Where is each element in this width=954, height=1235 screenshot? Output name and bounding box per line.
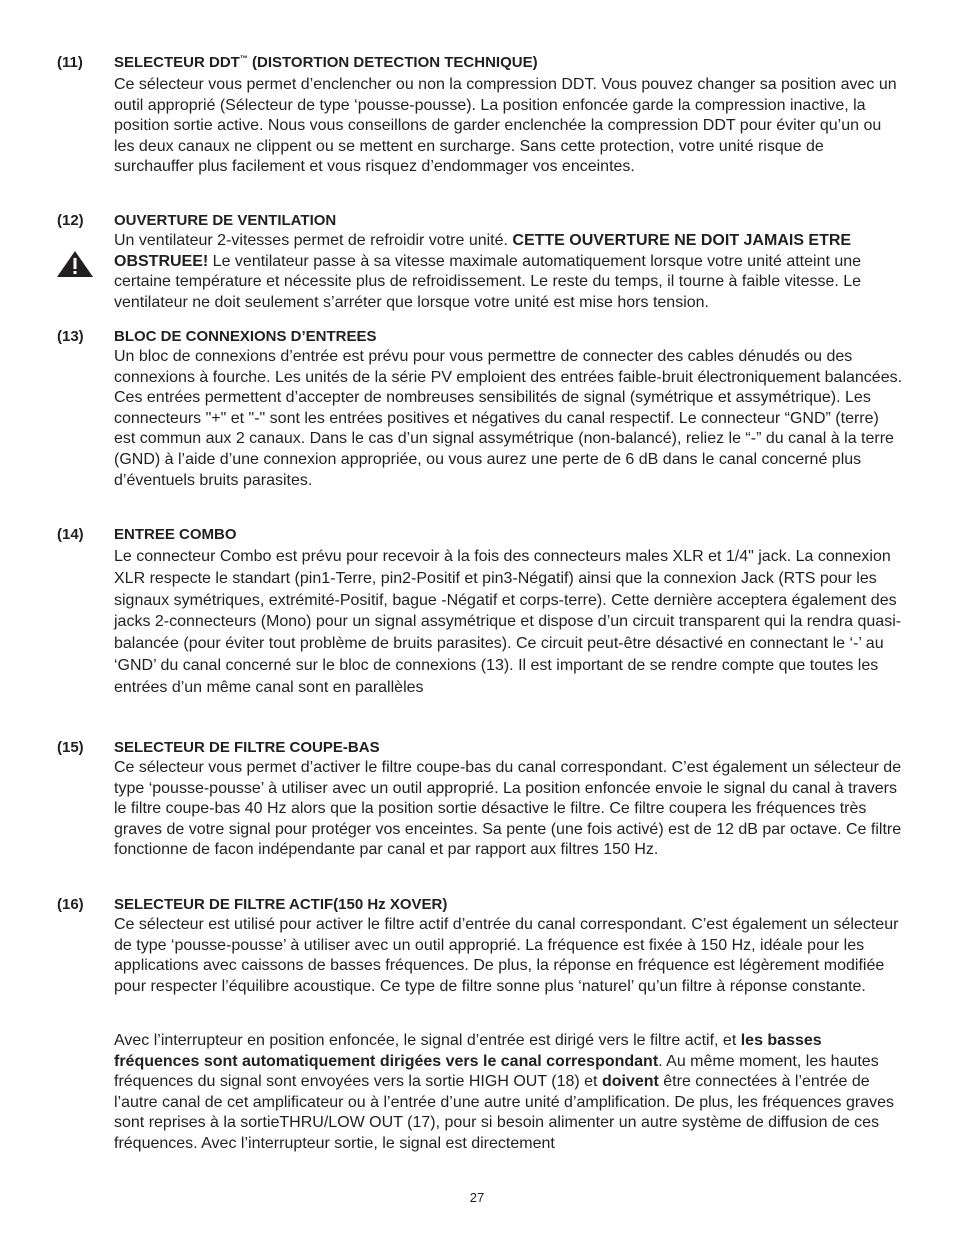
section-body <box>114 231 904 313</box>
section-number: (11) <box>57 54 83 71</box>
body-text: . Au même moment, les hautes fréquences du signal sont envoyées vers la sortie HIGH OUT (18) et <box>114 1052 879 1091</box>
body-bold: doivent <box>601 1073 659 1091</box>
section-number: (14) <box>57 526 84 543</box>
section-title: BLOC DE CONNEXIONS D’ENTREES <box>114 328 377 345</box>
body-text: Un ventilateur 2-vitesses permet de refroidir votre unité. <box>114 232 513 249</box>
warning-triangle-icon <box>55 249 95 279</box>
title-part: (DISTORTION DETECTION TECHNIQUE) <box>247 54 538 71</box>
section-title: OUVERTURE DE VENTILATION <box>114 212 337 229</box>
section-body: Ce sélecteur vous permet d’activer le filtre coupe-bas du canal correspondant. C’est également un sélecteur de type ‘pousse-pousse’ à utiliser avec un outil approprié. La position enfoncée envoie le signal du canal à travers le filtre coupe-bas 40 Hz alors que la position sortie désactive le filtre. Ce filtre coupera les fréquences très graves de votre signal pour protéger vos enceintes. Sa pente (une fois activé) est de 12 dB par octave. Ce filtre fonctionne de facon indépendante par canal et par rapport aux filtres 150 Hz. <box>114 759 902 859</box>
section-number: (15) <box>57 739 84 756</box>
section-number: (13) <box>57 328 84 345</box>
section-body: Ce sélecteur est utilisé pour activer le filtre actif d’entrée du canal correspondant. C’est également un sélecteur de type ‘pousse-pousse’ à utiliser avec un outil approprié. La fréquence est fixée à 150 Hz, idéale pour les applications avec caissons de basses fréquences. De plus, la réponse en fréquence est légèrement modifiée pour respecter l’équilibre acoustique. Ce type de filtre sonne plus ‘naturel’ qu’un filtre à réponse constante. <box>114 916 899 995</box>
section-body-paragraph-2 <box>114 1031 904 1155</box>
body-text: être connectées à l’entrée de l’autre canal de cet amplificateur ou à l’entrée d’une autre unité d’amplification. De plus, les fréquences graves sont reprises à la sortieTHRU/LOW OUT (17), pour si besoin alimenter un autre système de diffusion de ces fréquences. Avec l’interrupteur sortie, le signal est directement <box>114 1073 894 1152</box>
body-bold: les basses fréquences sont automatiquement dirigées vers le canal correspondant <box>114 1032 822 1070</box>
section-body: Le connecteur Combo est prévu pour recevoir à la fois des connecteurs males XLR et 1/4" jack. La connexion XLR respecte le standart (pin1-Terre, pin2-Positif et pin3-Négatif) ainsi que la connexion Jack (RTS pour les signaux symétriques, extrémité-Positif, bague -Négatif et corps-terre). Cette dernière acceptera également des jacks 2-connecteurs (Mono) pour un signal assymétrique et dispose d’un circuit transparent qui la rendra quasi-balancée (pour éviter tout problème de bruits parasites). Ce circuit peut-être désactivé en connectant le ‘-’ au ‘GND’ du canal concerné sur le bloc de connexions (13). Il est important de se rendre compte que toutes les entrées d’un même canal sont en parallèles <box>114 548 902 696</box>
section-body: Ce sélecteur vous permet d’enclencher ou non la compression DDT. Vous pouvez changer sa position avec un outil approprié (Sélecteur de type ‘pousse-pousse). La position enfoncée garde la compression inactive, la position sortie active. Nous vous conseillons de garder enclenchée la compression DDT pour éviter qu’un ou les deux canaux ne clippent ou se mettent en surcharge. Sans cette protection, votre unité risque de surchauffer plus facilement et vous risquez d’endommager vos enceintes. <box>114 76 897 176</box>
section-number: (12) <box>57 212 84 229</box>
body-text: Le ventilateur passe à sa vitesse maximale automatiquement lorsque votre unité atteint une certaine température et nécessite plus de refroidissement. Le reste du temps, il tourne à faible vitesse. Le ventilateur ne doit seulement s’arréter que lorsque votre unité est mise hors tension. <box>114 252 862 311</box>
section-title: SELECTEUR DE FILTRE ACTIF(150 Hz XOVER) <box>114 896 448 913</box>
page-number: 27 <box>469 1190 485 1205</box>
section-title: ENTREE COMBO <box>114 526 237 543</box>
trademark-symbol: ™ <box>239 54 248 63</box>
section-body: Un bloc de connexions d’entrée est prévu pour vous permettre de connecter des cables dénudés ou des connexions à fourche. Les unités de la série PV emploient des entrées faible-bruit électroniquement balancées. Ces entrées permettent d’accepter de nombreuses sensibilités de signal (symétrique et assymétrique). Les connecteurs "+" et "-" sont les entrées positives et négatives du canal respectif. Le connecteur “GND” (terre) est commun aux 2 canaux. Dans le cas d’un signal assymétrique (non-balancé), reliez le “-” du canal à la terre (GND) à l’aide d’une connexion appropriée, ou vous aurez une perte de 6 dB dans le canal concerné plus d’éventuels bruits parasites. <box>114 348 903 489</box>
section-title: SELECTEUR DE FILTRE COUPE-BAS <box>114 739 380 756</box>
body-warning-bold: CETTE OUVERTURE NE DOIT JAMAIS ETRE OBSTRUEE! <box>114 232 852 270</box>
section-number: (16) <box>57 896 84 913</box>
title-part: SELECTEUR DDT <box>114 54 240 71</box>
body-text: Avec l’interrupteur en position enfoncée, le signal d’entrée est dirigé vers le filtre actif, et <box>114 1032 741 1049</box>
section-title <box>114 53 538 74</box>
